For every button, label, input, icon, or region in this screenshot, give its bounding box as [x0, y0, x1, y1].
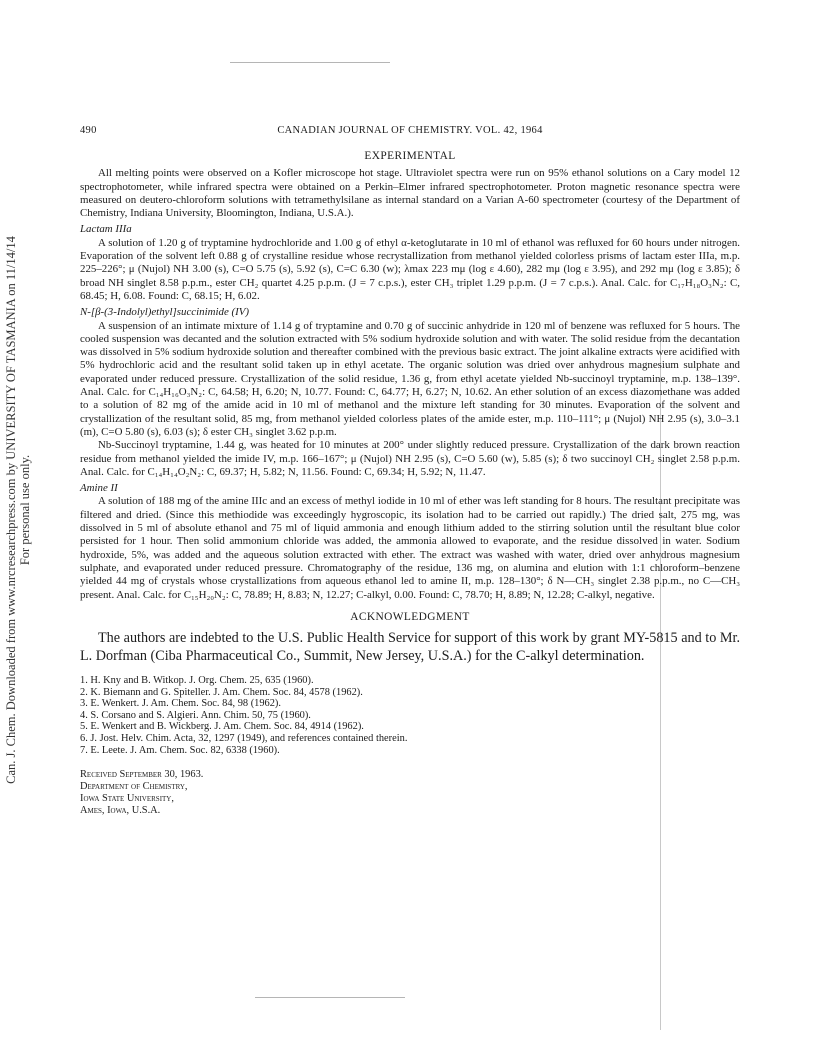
- page-number: 490: [80, 125, 97, 136]
- succinimide-paragraph-2: Nb-Succinoyl tryptamine, 1.44 g, was heated for 10 minutes at 200° under slightly reduced pressure. Crystallization of the dark brown reaction residue from methanol yielded the imide IV, m.p. 166–167°; μ (Nujol) NH 2.95 (s), C=O 5.60 (w), 5.85 (s); δ two succinoyl CH₂ singlet 2.58 p.p.m. Anal. Calc. for C₁₄H₁₄O₂N₂: C, 69.37; H, 5.82; N, 11.56. Found: C, 69.34; H, 5.92; N, 11.47.: [80, 439, 740, 478]
- experimental-heading: EXPERIMENTAL: [364, 150, 456, 162]
- acknowledgment-heading: ACKNOWLEDGMENT: [350, 610, 470, 623]
- received-date: Received September 30, 1963.: [80, 769, 204, 781]
- download-notice-line2: For personal use only.: [18, 454, 32, 566]
- reference-item: 7. E. Leete. J. Am. Chem. Soc. 82, 6338 (1960).: [80, 744, 280, 756]
- reference-item: 5. E. Wenkert and B. Wickberg. J. Am. Chem. Soc. 84, 4914 (1962).: [80, 721, 364, 733]
- reference-item: 1. H. Kny and B. Witkop. J. Org. Chem. 25, 635 (1960).: [80, 675, 314, 687]
- received-block: [80, 769, 740, 816]
- lactam-heading: Lactam IIIa: [80, 223, 132, 236]
- scan-mark-top: [230, 62, 390, 63]
- running-header: [80, 125, 740, 141]
- received-location: Ames, Iowa, U.S.A.: [80, 804, 161, 816]
- amine-heading: Amine II: [80, 482, 118, 495]
- reference-item: 6. J. Jost. Helv. Chim. Acta, 32, 1297 (1949), and references contained therein.: [80, 733, 408, 745]
- amine-paragraph: A solution of 188 mg of the amine IIIc and an excess of methyl iodide in 10 ml of ether was left standing for 8 hours. The resultant precipitate was filtered and dried. (Since this methiodide was exceedingly hygroscopic, its isolation had to be carried out rapidly.) The dried salt, 275 mg, was dissolved in 5 ml of absolute ethanol and 75 ml of liquid ammonia and enough lithium added to the stirring solution until the resultant blue color persisted for 1 hour. Then solid ammonium chloride was added, the ammonia allowed to evaporate, and the residue dissolved in water. Sodium hydroxide, 5%, was added and the aqueous solution extracted with ether. The extract was washed with water, dried over anhydrous magnesium sulphate, and evaporated under reduced pressure. Chromatography of the residue, 136 mg, on alumina and elution with 1:1 chloroform–benzene yielded 44 mg of crystals whose crystallizations from aqueous ethanol led to amine II, m.p. 128–130°; δ N—CH₃ singlet 2.38 p.p.m., no C—CH₃ present. Anal. Calc. for C₁₅H₂₀N₂: C, 78.89; H, 8.83; N, 12.27; C-alkyl, 0.00. Found: C, 78.70; H, 8.89; N, 12.28; C-alkyl, negative.: [80, 495, 740, 601]
- received-department: Department of Chemistry,: [80, 781, 188, 793]
- acknowledgment-text: The authors are indebted to the U.S. Public Health Service for support of this work by grant MY-5815 and to Mr. L. Dorfman (Ciba Pharmaceutical Co., Summit, New Jersey, U.S.A.) for the C-alkyl determination.: [80, 630, 740, 665]
- download-notice: [4, 210, 34, 810]
- succinimide-heading: N-[β-(3-Indolyl)ethyl]succinimide (IV): [80, 306, 250, 319]
- reference-item: 3. E. Wenkert. J. Am. Chem. Soc. 84, 98 (1962).: [80, 698, 281, 710]
- reference-list: [80, 675, 740, 756]
- received-university: Iowa State University,: [80, 792, 174, 804]
- reference-item: 4. S. Corsano and S. Algieri. Ann. Chim. 50, 75 (1960).: [80, 709, 311, 721]
- journal-title: CANADIAN JOURNAL OF CHEMISTRY. VOL. 42, 1964: [277, 125, 543, 136]
- experimental-intro: All melting points were observed on a Kofler microscope hot stage. Ultraviolet spectra were run on 95% ethanol solutions on a Cary model 12 spectrophotometer, while infrared spectra were obtained on a Perkin–Elmer infrared spectrophotometer. Proton magnetic resonance spectra were measured on deutero-chloroform solutions with tetramethylsilane as internal standard on a Varian A-60 spectrometer (courtesy of the Department of Chemistry, Indiana University, Bloomington, Indiana, U.S.A.).: [80, 167, 740, 220]
- lactam-paragraph: A solution of 1.20 g of tryptamine hydrochloride and 1.00 g of ethyl α-ketoglutarate in 10 ml of ethanol was refluxed for 60 hours under nitrogen. Evaporation of the solvent left 0.88 g of crystalline residue whose recrystallization from methanol yielded colorless prisms of lactam ester IIIa, m.p. 225–226°; μ (Nujol) NH 3.00 (s), C=O 5.75 (s), 5.92 (s), C=C 6.30 (w); λmax 223 mμ (log ε 4.60), 282 mμ (log ε 3.95), and 292 mμ (log ε 3.85); δ broad NH singlet 8.58 p.p.m., ester CH₂ quartet 4.25 p.p.m. (J = 7 c.p.s.), ester CH₃ triplet 1.29 p.p.m. (J = 7 c.p.s.). Anal. Calc. for C₁₇H₁₈O₃N₂: C, 68.45; H, 6.08. Found: C, 68.15; H, 6.02.: [80, 236, 740, 302]
- article-body: [80, 150, 740, 816]
- reference-item: 2. K. Biemann and G. Spiteller. J. Am. Chem. Soc. 84, 4578 (1962).: [80, 686, 363, 698]
- succinimide-paragraph-1: A suspension of an intimate mixture of 1.14 g of tryptamine and 0.70 g of succinic anhydride in 120 ml of benzene was refluxed for 5 hours. The cooled suspension was decanted and the solution extracted with 5% sodium hydroxide solution and with water. The solid residue from the decantation was dissolved in 5% sodium hydroxide solution and thereafter combined with the previous basic extract. The joint alkaline extracts were acidified with 5% hydrochloric acid and the resultant solid taken up in ethyl acetate. The organic solution was dried over anhydrous magnesium sulphate and evaporated under reduced pressure. Crystallization of the solid residue, 1.36 g, from ethyl acetate yielded Nb-succinoyl tryptamine, m.p. 138–139°. Anal. Calc. for C₁₄H₁₆O₃N₂: C, 64.58; H, 6.20; N, 10.77. Found: C, 64.77; H, 6.27; N, 10.62. An ether solution of an excess diazomethane was added to a solution of 82 mg of the amide acid in 10 ml of methanol and the mixture left standing for 30 minutes. Evaporation of the solvent and crystallization of the resultant solid, 85 mg, from methanol yielded colorless plates of the amide ester, m.p. 110–111°; μ (Nujol) NH 2.95 (s), 3.0–3.1 (m), C=O 5.80 (s), 6.03 (s); δ ester CH₃ singlet 3.62 p.p.m.: [80, 319, 740, 438]
- scan-mark-bottom: [255, 997, 405, 998]
- download-notice-line1: Can. J. Chem. Downloaded from www.nrcresearchpress.com by UNIVERSITY OF TASMANIA on 11/14/14: [4, 236, 18, 784]
